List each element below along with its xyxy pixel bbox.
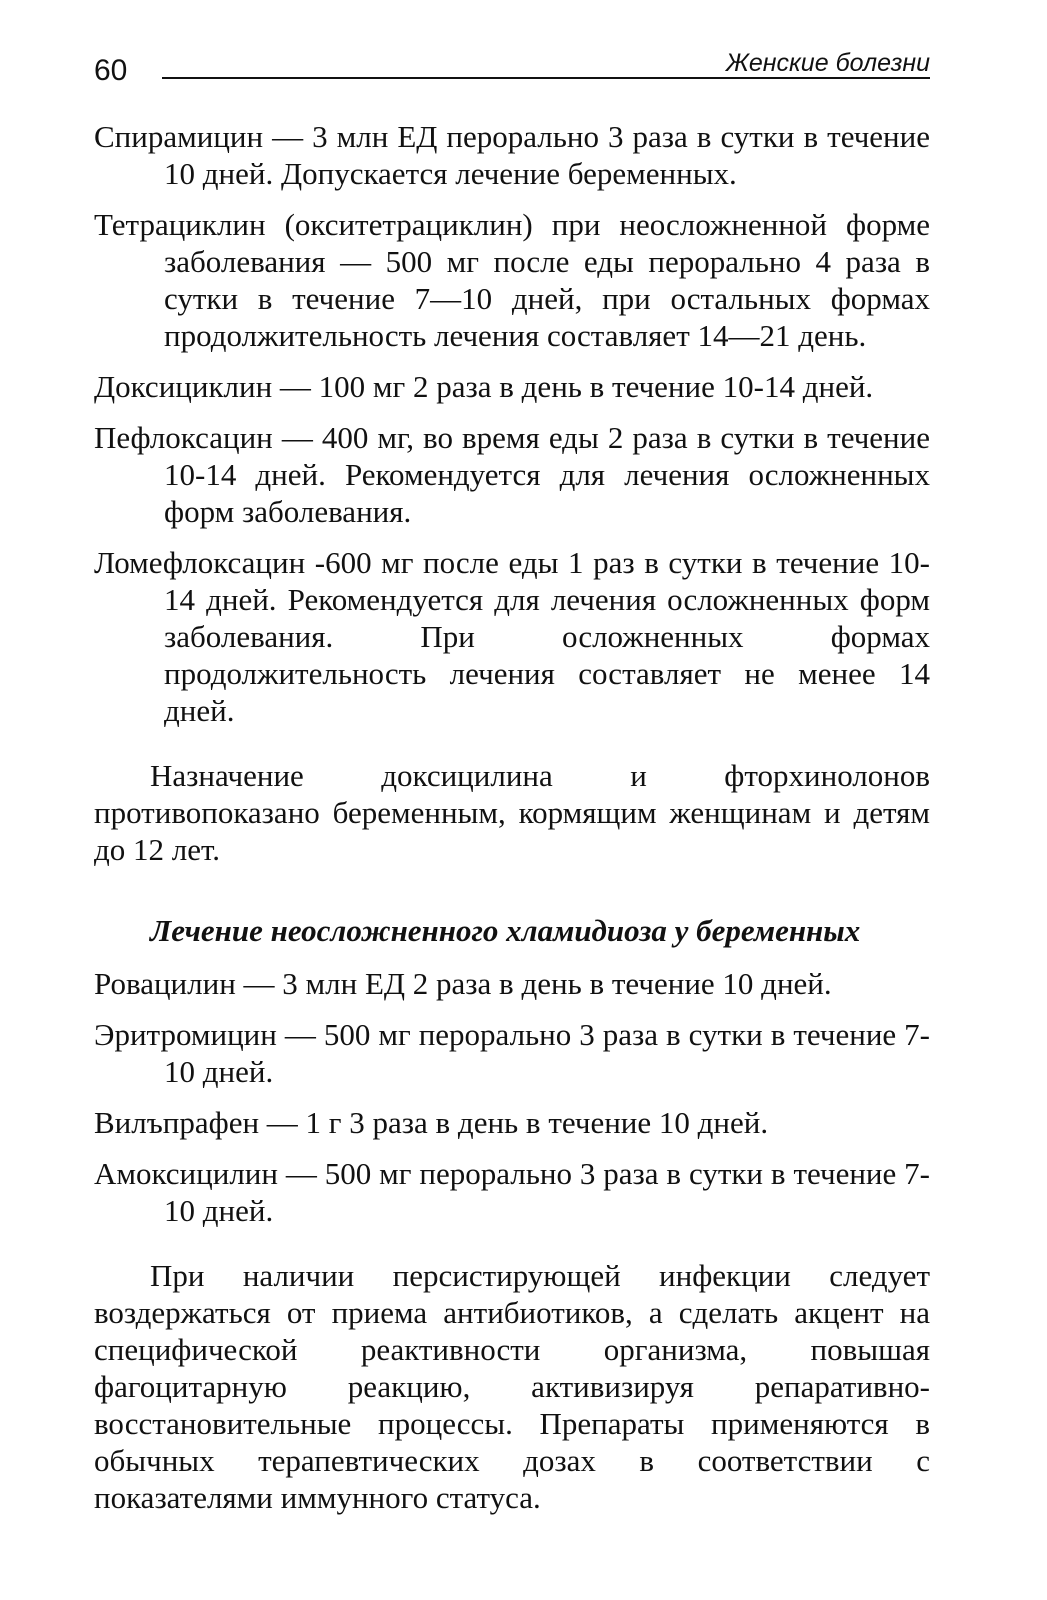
header-rule [162, 77, 930, 79]
page-content [94, 118, 930, 1516]
section-heading: Лечение неосложненного хламидиоза у беременных [150, 913, 861, 948]
running-title: Женские болезни [718, 50, 930, 76]
drug-entry-doxycycline: Доксициклин — 100 мг 2 раза в день в течение 10-14 дней. [94, 369, 874, 404]
contraindication-paragraph: Назначение доксицилина и фторхинолонов противопоказано беременным, кормящим женщинам и детям до 12 лет. [94, 758, 930, 867]
drug-entry-spiramycin: Спирамицин — 3 млн ЕД перорально 3 раза в сутки в течение 10 дней. Допускается лечение беременных. [94, 119, 930, 191]
drug-entry-tetracycline: Тетрациклин (окситетрациклин) при неосложненной форме заболевания — 500 мг после еды перорально 4 раза в сутки в течение 7—10 дней, при остальных формах продолжительность лечения составляет 14—21 день. [94, 207, 930, 353]
drug-entry-vilprafen: Вилъпрафен — 1 г 3 раза в день в течение 10 дней. [94, 1105, 769, 1140]
drug-entry-lomefloxacin: Ломефлоксацин -600 мг после еды 1 раз в сутки в течение 10-14 дней. Рекомендуется для лечения осложненных форм заболевания. При осложненных формах продолжительность лечения составляет не менее 14 дней. [94, 545, 930, 728]
book-page [94, 44, 930, 1516]
drug-entry-rovamycin: Ровацилин — 3 млн ЕД 2 раза в день в течение 10 дней. [94, 966, 832, 1001]
drug-entry-erythromycin: Эритромицин — 500 мг перорально 3 раза в сутки в течение 7-10 дней. [94, 1017, 930, 1089]
page-header [94, 44, 930, 92]
closing-paragraph: При наличии персистирующей инфекции следует воздержаться от приема антибиотиков, а сделать акцент на специфической реактивности организма, повышая фагоцитарную реакцию, активизируя репаративно-восстановительные процессы. Препараты применяются в обычных терапевтических дозах в соответствии с показателями иммунного статуса. [94, 1258, 930, 1515]
page-number: 60 [94, 54, 128, 87]
drug-entry-pefloxacin: Пефлоксацин — 400 мг, во время еды 2 раза в сутки в течение 10-14 дней. Рекомендуется для лечения осложненных форм заболевания. [94, 420, 930, 529]
drug-entry-amoxicillin: Амоксицилин — 500 мг перорально 3 раза в сутки в течение 7-10 дней. [94, 1156, 930, 1228]
